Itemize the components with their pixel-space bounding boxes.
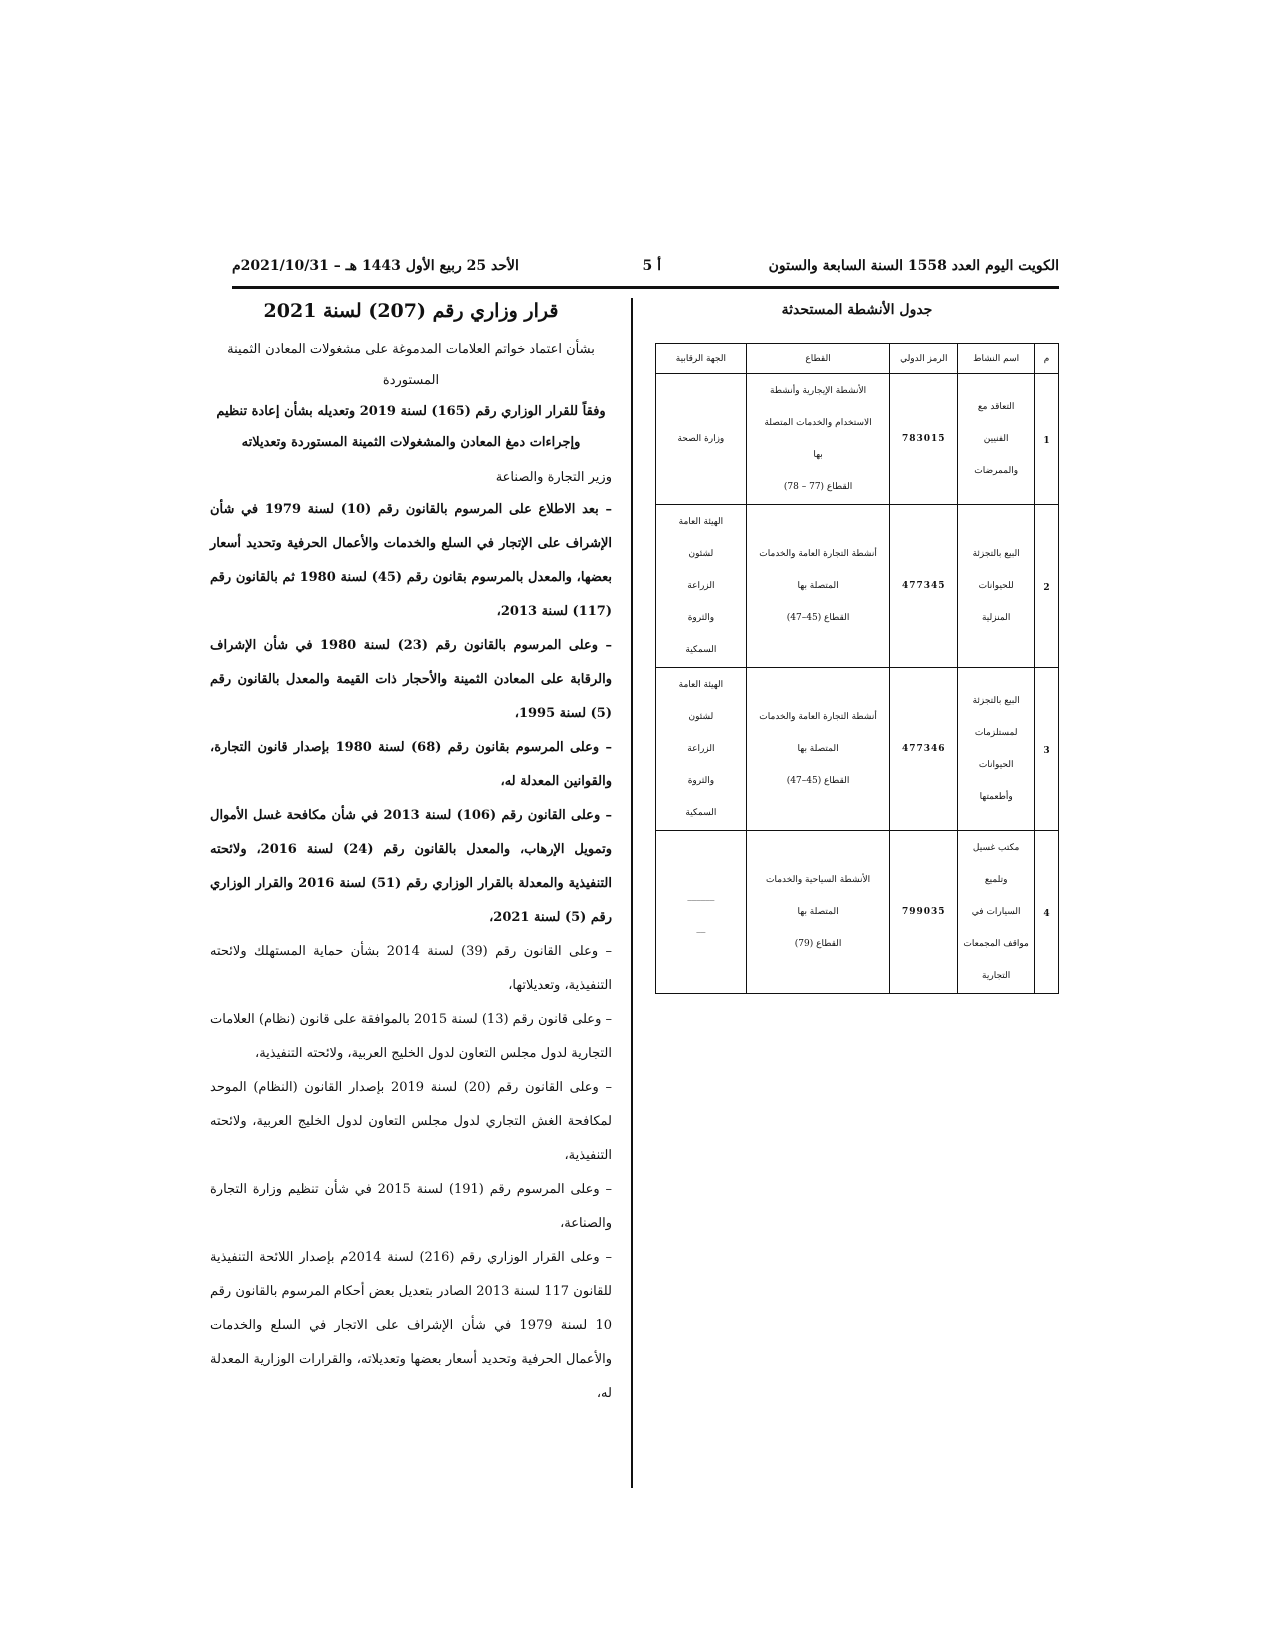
table-body	[656, 374, 1059, 994]
activity-name	[958, 831, 1035, 994]
sector	[746, 374, 890, 505]
page-header	[232, 258, 1059, 284]
decree-subject: بشأن اعتماد خواتم العلامات المدموغة على مشغولات المعادن الثمينة المستوردة	[227, 342, 595, 388]
activity-name-line: السيارات في	[971, 907, 1021, 917]
minister-title: وزير التجارة والصناعة	[495, 470, 612, 485]
col-header-authority: الجهة الرقابية	[656, 344, 747, 374]
table-header-row	[656, 344, 1059, 374]
table-row	[656, 505, 1059, 668]
sector-line: القطاع (45–47)	[786, 776, 850, 786]
col-header-sector: القطاع	[746, 344, 890, 374]
activity-name	[958, 668, 1035, 831]
sector-line: بها	[813, 450, 823, 460]
activity-name	[958, 505, 1035, 668]
regulatory-authority-line: لشئون	[688, 712, 714, 722]
international-code: 799035	[890, 831, 958, 994]
regulatory-authority-line: ______	[687, 891, 715, 901]
activity-name-line: مكتب غسيل	[972, 843, 1020, 853]
decree-title: قرار وزاري رقم (207) لسنة 2021	[263, 300, 559, 322]
activity-name-line: الحيوانات	[978, 760, 1014, 770]
table-row	[656, 831, 1059, 994]
activity-name-line: البيع بالتجزئة	[972, 549, 1020, 559]
activity-name-line: للحيوانات	[978, 581, 1014, 591]
publication-title: الكويت اليوم العدد 1558 السنة السابعة والستون	[768, 258, 1059, 274]
row-number: 4	[1035, 831, 1059, 994]
table-title: جدول الأنشطة المستحدثة	[781, 302, 933, 318]
activity-name-line: التعاقد مع	[977, 402, 1015, 412]
regulatory-authority-line: __	[696, 923, 706, 933]
regulatory-authority	[656, 374, 747, 505]
regulatory-authority	[656, 831, 747, 994]
regulatory-authority	[656, 668, 747, 831]
col-header-code: الرمز الدولي	[890, 344, 958, 374]
table-row	[656, 374, 1059, 505]
sector-line: أنشطة التجارة العامة والخدمات	[759, 712, 877, 722]
table-row	[656, 668, 1059, 831]
row-number: 1	[1035, 374, 1059, 505]
activity-name-line: البيع بالتجزئة	[972, 696, 1020, 706]
issue-date: الأحد 25 ربيع الأول 1443 هـ – 2021/10/31م	[232, 258, 519, 274]
regulatory-authority	[656, 505, 747, 668]
preamble-paragraph: – وعلى المرسوم بقانون رقم (68) لسنة 1980 بإصدار قانون التجارة، والقوانين المعدلة له،	[210, 740, 612, 789]
international-code: 783015	[890, 374, 958, 505]
decree-basis: وفقاً للقرار الوزاري رقم (165) لسنة 2019 وتعديله بشأن إعادة تنظيم وإجراءات دمغ المعادن والمشغولات الثمينة المستوردة وتعديلاته	[216, 404, 606, 450]
preamble-paragraph: – وعلى المرسوم رقم (191) لسنة 2015 في شأن تنظيم وزارة التجارة والصناعة،	[210, 1182, 612, 1231]
activity-name-line: وتلميع	[984, 875, 1008, 885]
sector-line: المتصلة بها	[797, 744, 839, 754]
sector	[746, 831, 890, 994]
international-code: 477346	[890, 668, 958, 831]
header-rule	[232, 286, 1059, 289]
activity-name-line: مواقف المجمعات	[963, 939, 1029, 949]
activity-name-line: المنزلية	[981, 613, 1011, 623]
sector-line: الاستخدام والخدمات المتصلة	[764, 418, 872, 428]
activity-name	[958, 374, 1035, 505]
preamble-paragraph: – وعلى القانون رقم (20) لسنة 2019 بإصدار القانون (النظام) الموحد لمكافحة الغش التجاري لدول مجلس التعاون لدول الخليج العربية، ولائحته التنفيذية،	[210, 1080, 612, 1163]
regulatory-authority-line: الزراعة	[687, 581, 715, 591]
regulatory-authority-line: السمكية	[685, 808, 717, 818]
activity-name-line: الفنيين	[983, 434, 1009, 444]
preamble-paragraph: – وعلى قانون رقم (13) لسنة 2015 بالموافقة على قانون (نظام) العلامات التجارية لدول مجلس التعاون لدول الخليج العربية، ولائحته التنفيذية،	[210, 1012, 612, 1061]
sector	[746, 668, 890, 831]
activity-name-line: لمستلزمات	[974, 728, 1018, 738]
page-number: أ 5	[642, 258, 661, 274]
international-code: 477345	[890, 505, 958, 668]
regulatory-authority-line: الهيئة العامة	[678, 517, 724, 527]
sector-line: القطاع (45–47)	[786, 613, 850, 623]
decree-column	[210, 300, 612, 1411]
row-number: 3	[1035, 668, 1059, 831]
preamble-paragraph: – وعلى القانون رقم (106) لسنة 2013 في شأن مكافحة غسل الأموال وتمويل الإرهاب، والمعدل بالقانون رقم (24) لسنة 2016، ولائحته التنفيذية والمعدلة بالقرار الوزاري رقم (51) لسنة 2016 والقرار الوزاري رقم (5) لسنة 2021،	[210, 808, 612, 925]
regulatory-authority-line: السمكية	[685, 645, 717, 655]
preamble-paragraph: – بعد الاطلاع على المرسوم بالقانون رقم (10) لسنة 1979 في شأن الإشراف على الإتجار في السلع والخدمات والأعمال الحرفية وتحديد أسعار بعضها، والمعدل بالمرسوم بقانون رقم (45) لسنة 1980 ثم بالقانون رقم (117) لسنة 2013،	[210, 502, 612, 619]
activity-name-line: والممرضات	[974, 466, 1019, 476]
sector-line: المتصلة بها	[797, 907, 839, 917]
col-header-num: م	[1035, 344, 1059, 374]
preamble-paragraph: – وعلى القرار الوزاري رقم (216) لسنة 2014م بإصدار اللائحة التنفيذية للقانون 117 لسنة 2013 الصادر بتعديل بعض أحكام المرسوم بالقانون رقم 10 لسنة 1979 في شأن الإشراف على الاتجار في السلع والخدمات والأعمال الحرفية وتحديد أسعار بعضها وتعديلاته، والقرارات الوزارية المعدلة له،	[210, 1250, 612, 1401]
regulatory-authority-line: والثروة	[687, 776, 715, 786]
col-header-activity: اسم النشاط	[958, 344, 1035, 374]
sector	[746, 505, 890, 668]
activity-name-line: وأطعمتها	[979, 792, 1013, 802]
sector-line: أنشطة التجارة العامة والخدمات	[759, 549, 877, 559]
column-divider	[631, 298, 633, 1488]
activities-table	[655, 343, 1059, 994]
activity-name-line: التجارية	[982, 971, 1011, 981]
sector-line: الأنشطة السياحية والخدمات	[766, 875, 871, 885]
sector-line: القطاع (79)	[794, 939, 842, 949]
regulatory-authority-line: والثروة	[687, 613, 715, 623]
regulatory-authority-line: الهيئة العامة	[678, 680, 724, 690]
preamble-paragraph: – وعلى القانون رقم (39) لسنة 2014 بشأن حماية المستهلك ولائحته التنفيذية، وتعديلاتها،	[210, 944, 612, 993]
regulatory-authority-line: وزارة الصحة	[677, 434, 725, 444]
sector-line: الأنشطة الإيجارية وأنشطة	[770, 386, 867, 396]
regulatory-authority-line: لشئون	[688, 549, 714, 559]
sector-line: القطاع (77 – 78)	[783, 482, 853, 492]
preamble-paragraph: – وعلى المرسوم بالقانون رقم (23) لسنة 1980 في شأن الإشراف والرقابة على المعادن الثمينة والأحجار ذات القيمة والمعدل بالقانون رقم (5) لسنة 1995،	[210, 638, 612, 721]
sector-line: المتصلة بها	[797, 581, 839, 591]
row-number: 2	[1035, 505, 1059, 668]
regulatory-authority-line: الزراعة	[687, 744, 715, 754]
